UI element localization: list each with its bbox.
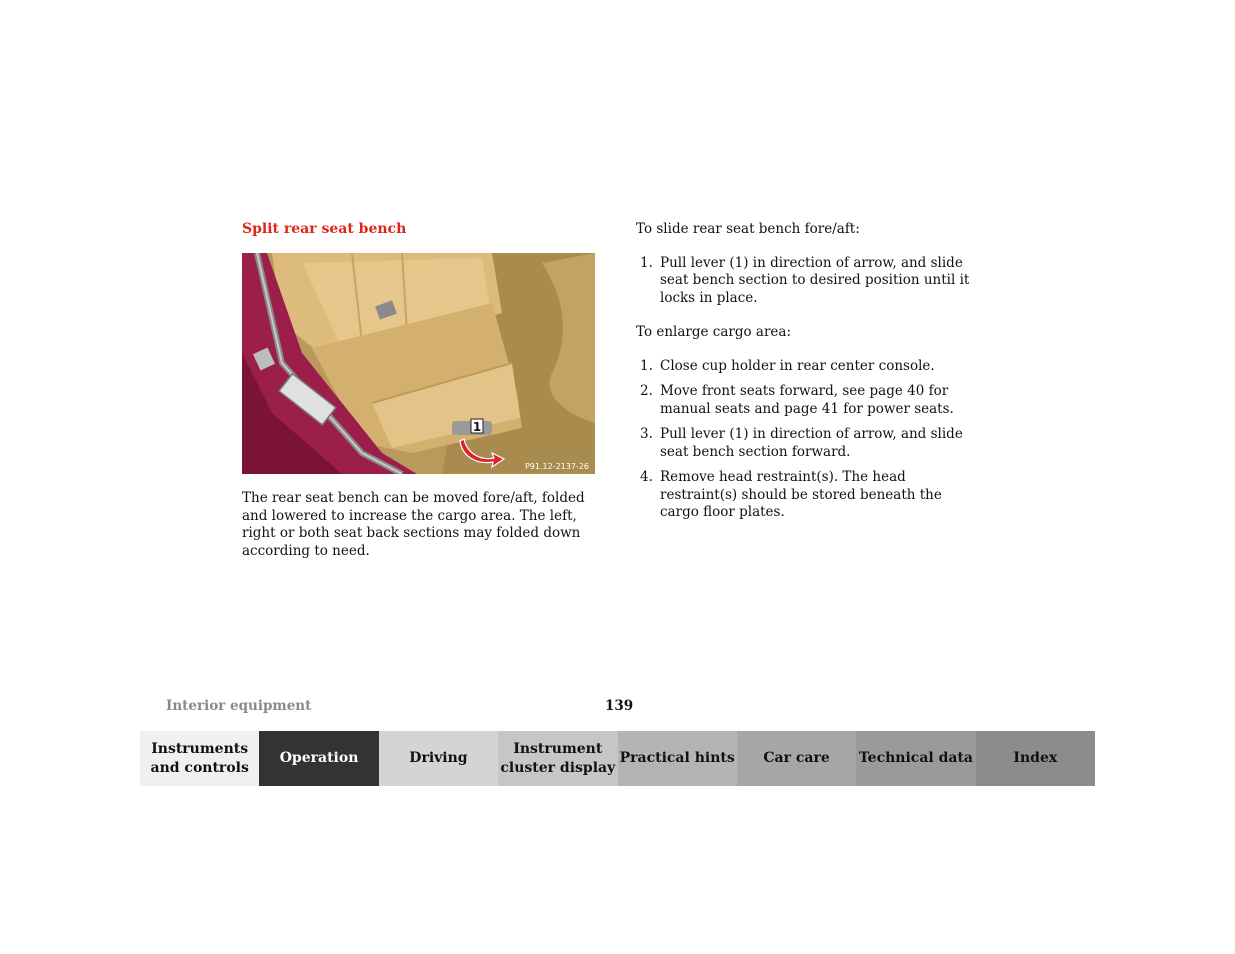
nav-tab-car-care[interactable]: Car care <box>737 731 856 786</box>
page-number: 139 <box>605 698 634 714</box>
nav-tab-driving[interactable]: Driving <box>379 731 498 786</box>
nav-tab-practical-hints[interactable]: Practical hints <box>618 731 737 786</box>
list-item: 1. Close cup holder in rear center console. <box>640 357 935 374</box>
cargo-steps <box>636 358 981 522</box>
figure-code: P91.12-2137-26 <box>524 462 589 471</box>
nav-tab-instrument-cluster-display[interactable]: Instrument cluster display <box>498 731 617 786</box>
intro-paragraph: The rear seat bench can be moved fore/aft, folded and lowered to increase the cargo area. The left, right or both seat back sections may folded down according to need. <box>242 490 585 559</box>
callout-label: 1 <box>472 420 482 434</box>
section-title: Split rear seat bench <box>242 221 407 237</box>
slide-steps <box>636 255 981 308</box>
instructions-column <box>636 221 981 530</box>
cargo-heading: To enlarge cargo area: <box>636 324 792 340</box>
nav-tab-index[interactable]: Index <box>976 731 1095 786</box>
nav-tab-operation[interactable]: Operation <box>259 731 378 786</box>
chapter-nav <box>140 731 1095 786</box>
nav-tab-technical-data[interactable]: Technical data <box>856 731 975 786</box>
list-item: 1. Pull lever (1) in direction of arrow, and slide seat bench section to desired position until it locks in place. <box>640 254 970 306</box>
list-item: 3. Pull lever (1) in direction of arrow, and slide seat bench section forward. <box>640 426 963 460</box>
list-item: 4. Remove head restraint(s). The head restraint(s) should be stored beneath the cargo floor plates. <box>640 469 942 520</box>
slide-heading: To slide rear seat bench fore/aft: <box>636 221 860 237</box>
seat-illustration <box>242 253 595 474</box>
list-item: 2. Move front seats forward, see page 40 for manual seats and page 41 for power seats. <box>640 383 954 417</box>
footer-section-name: Interior equipment <box>166 698 312 714</box>
nav-tab-instruments-and-controls[interactable]: Instruments and controls <box>140 731 259 786</box>
